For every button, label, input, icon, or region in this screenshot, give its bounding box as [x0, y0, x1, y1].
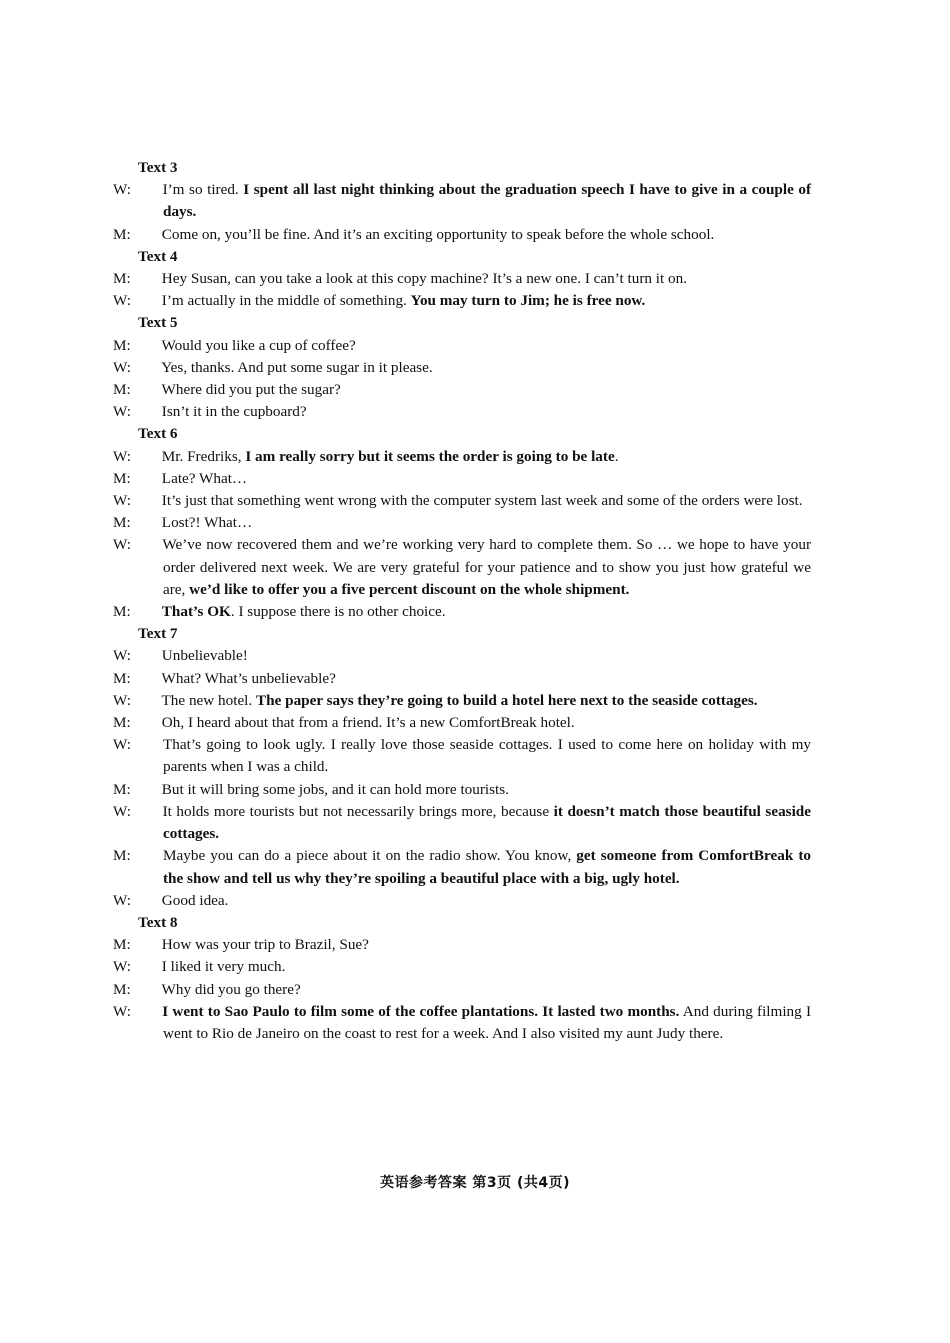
- dialogue-line: [113, 268, 811, 290]
- answer-key-text: we’d like to offer you a five percent discount on the whole shipment.: [189, 580, 630, 598]
- speaker-label: M:: [113, 780, 131, 798]
- dialogue-text: Come on, you’ll be fine. And it’s an exciting opportunity to speak before the whole school.: [161, 225, 715, 243]
- speaker-label: M:: [113, 469, 131, 487]
- speaker-label: W:: [113, 536, 131, 554]
- dialogue-line: [113, 934, 811, 956]
- speaker-label: M:: [113, 669, 131, 687]
- speaker-label: M:: [113, 225, 131, 243]
- speaker-label: M:: [113, 381, 131, 399]
- dialogue-line: [113, 379, 811, 401]
- speaker-label: M:: [113, 847, 131, 865]
- dialogue-text: Where did you put the sugar?: [161, 381, 341, 399]
- dialogue-text: I liked it very much.: [161, 958, 286, 976]
- dialogue-line: [113, 490, 811, 512]
- answer-key-text: I spent all last night thinking about the graduation speech I have to give in a couple of days.: [163, 181, 812, 221]
- dialogue-text: Why did you go there?: [161, 980, 301, 998]
- dialogue-text: It’s just that something went wrong with the computer system last week and some of the orders were lost.: [161, 492, 803, 510]
- speaker-label: W:: [113, 492, 131, 510]
- speaker-label: W:: [113, 1002, 131, 1020]
- speaker-label: W:: [113, 447, 131, 465]
- page-footer: 英语参考答案 第3页 (共4页): [379, 1175, 571, 1191]
- dialogue-line: [113, 734, 811, 778]
- dialogue-line: [113, 446, 811, 468]
- speaker-label: M:: [113, 980, 131, 998]
- speaker-label: W:: [113, 958, 131, 976]
- dialogue-text: Lost?! What…: [161, 514, 253, 532]
- dialogue-line: [113, 534, 812, 601]
- transcript-body: [113, 157, 812, 1045]
- dialogue-line: [113, 779, 811, 801]
- answer-key-text: I went to Sao Paulo to film some of the coffee plantations. It lasted two months.: [162, 1002, 680, 1020]
- dialogue-line: [113, 845, 812, 889]
- dialogue-line: [113, 290, 811, 312]
- speaker-label: M:: [113, 714, 131, 732]
- dialogue-text: Would you like a cup of coffee?: [161, 336, 356, 354]
- dialogue-line: [113, 357, 811, 379]
- answer-key-text: The paper says they’re going to build a hotel here next to the seaside cottages.: [256, 691, 758, 709]
- dialogue-text: We’ve now recovered them and we’re working very hard to complete them. So … we hope to have your order delivered next week. We are very grateful for your patience and to show you just how grateful we are,: [162, 536, 812, 598]
- dialogue-text: Maybe you can do a piece about it on the radio show. You know,: [163, 847, 577, 865]
- dialogue-text: That’s going to look ugly. I really love those seaside cottages. I used to come here on holiday with my parents when I was a child.: [163, 736, 811, 776]
- dialogue-text: What? What’s unbelievable?: [161, 669, 336, 687]
- dialogue-text: The new hotel.: [161, 691, 257, 709]
- dialogue-line: [113, 512, 811, 534]
- speaker-label: W:: [113, 802, 131, 820]
- speaker-label: W:: [113, 647, 131, 665]
- speaker-label: W:: [113, 403, 131, 421]
- section-title: Text 3: [138, 159, 178, 176]
- dialogue-line: [113, 712, 811, 734]
- answer-key-text: it doesn’t match those beautiful seaside cottages.: [163, 802, 811, 843]
- dialogue-line: [113, 890, 811, 912]
- dialogue-line: [113, 601, 811, 623]
- section-title: Text 7: [138, 625, 178, 643]
- dialogue-text: Late? What…: [161, 469, 248, 487]
- dialogue-line: [113, 224, 811, 246]
- dialogue-text: But it will bring some jobs, and it can hold more tourists.: [161, 780, 509, 798]
- section-title: Text 8: [138, 913, 178, 931]
- dialogue-line: [113, 468, 811, 490]
- dialogue-text: Yes, thanks. And put some sugar in it please.: [161, 358, 433, 376]
- dialogue-line: [113, 645, 811, 667]
- speaker-label: M:: [113, 336, 131, 354]
- dialogue-text: Oh, I heard about that from a friend. It’s a new ComfortBreak hotel.: [161, 714, 575, 732]
- speaker-label: M:: [113, 514, 131, 532]
- dialogue-text: I’m so tired.: [162, 181, 244, 199]
- speaker-label: M:: [113, 270, 131, 288]
- dialogue-line: [113, 401, 811, 423]
- dialogue-line: [113, 956, 811, 978]
- speaker-label: W:: [113, 736, 131, 754]
- dialogue-line: [113, 801, 811, 845]
- speaker-label: M:: [113, 603, 131, 621]
- answer-key-text: get someone from ComfortBreak to the show and tell us why they’re spoiling a beautiful place with a big, ugly hotel.: [163, 847, 812, 887]
- dialogue-text: It holds more tourists but not necessarily brings more, because: [162, 802, 554, 820]
- speaker-label: W:: [113, 358, 131, 376]
- dialogue-text: How was your trip to Brazil, Sue?: [161, 936, 369, 954]
- speaker-label: M:: [113, 936, 131, 954]
- dialogue-line: [113, 690, 811, 712]
- dialogue-text: Unbelievable!: [161, 647, 248, 665]
- answer-key-text: I am really sorry but it seems the order is going to be late: [245, 447, 615, 465]
- answer-key-text: That’s OK: [161, 603, 231, 621]
- dialogue-text: Mr. Fredriks,: [161, 447, 246, 465]
- dialogue-line: [113, 335, 811, 357]
- dialogue-text: . I suppose there is no other choice.: [230, 603, 446, 621]
- dialogue-text: And during filming I went to Rio de Janeiro on the coast to rest for a week. And I also visited my aunt Judy there.: [163, 1002, 812, 1042]
- section-title: Text 4: [138, 247, 178, 265]
- dialogue-text: Good idea.: [161, 891, 229, 909]
- dialogue-text: I’m actually in the middle of something.: [161, 292, 411, 310]
- dialogue-line: [113, 979, 811, 1001]
- speaker-label: W:: [113, 891, 131, 909]
- section-title: Text 6: [138, 425, 178, 443]
- dialogue-line: [113, 1001, 812, 1045]
- dialogue-text: .: [614, 447, 619, 465]
- speaker-label: W:: [113, 181, 131, 199]
- dialogue-text: Isn’t it in the cupboard?: [161, 403, 307, 421]
- answer-key-text: You may turn to Jim; he is free now.: [410, 292, 646, 310]
- speaker-label: W:: [113, 691, 131, 709]
- section-title: Text 5: [138, 314, 178, 332]
- dialogue-line: [113, 179, 812, 223]
- dialogue-line: [113, 668, 811, 690]
- dialogue-text: Hey Susan, can you take a look at this copy machine? It’s a new one. I can’t turn it on.: [161, 270, 688, 288]
- speaker-label: W:: [113, 292, 131, 310]
